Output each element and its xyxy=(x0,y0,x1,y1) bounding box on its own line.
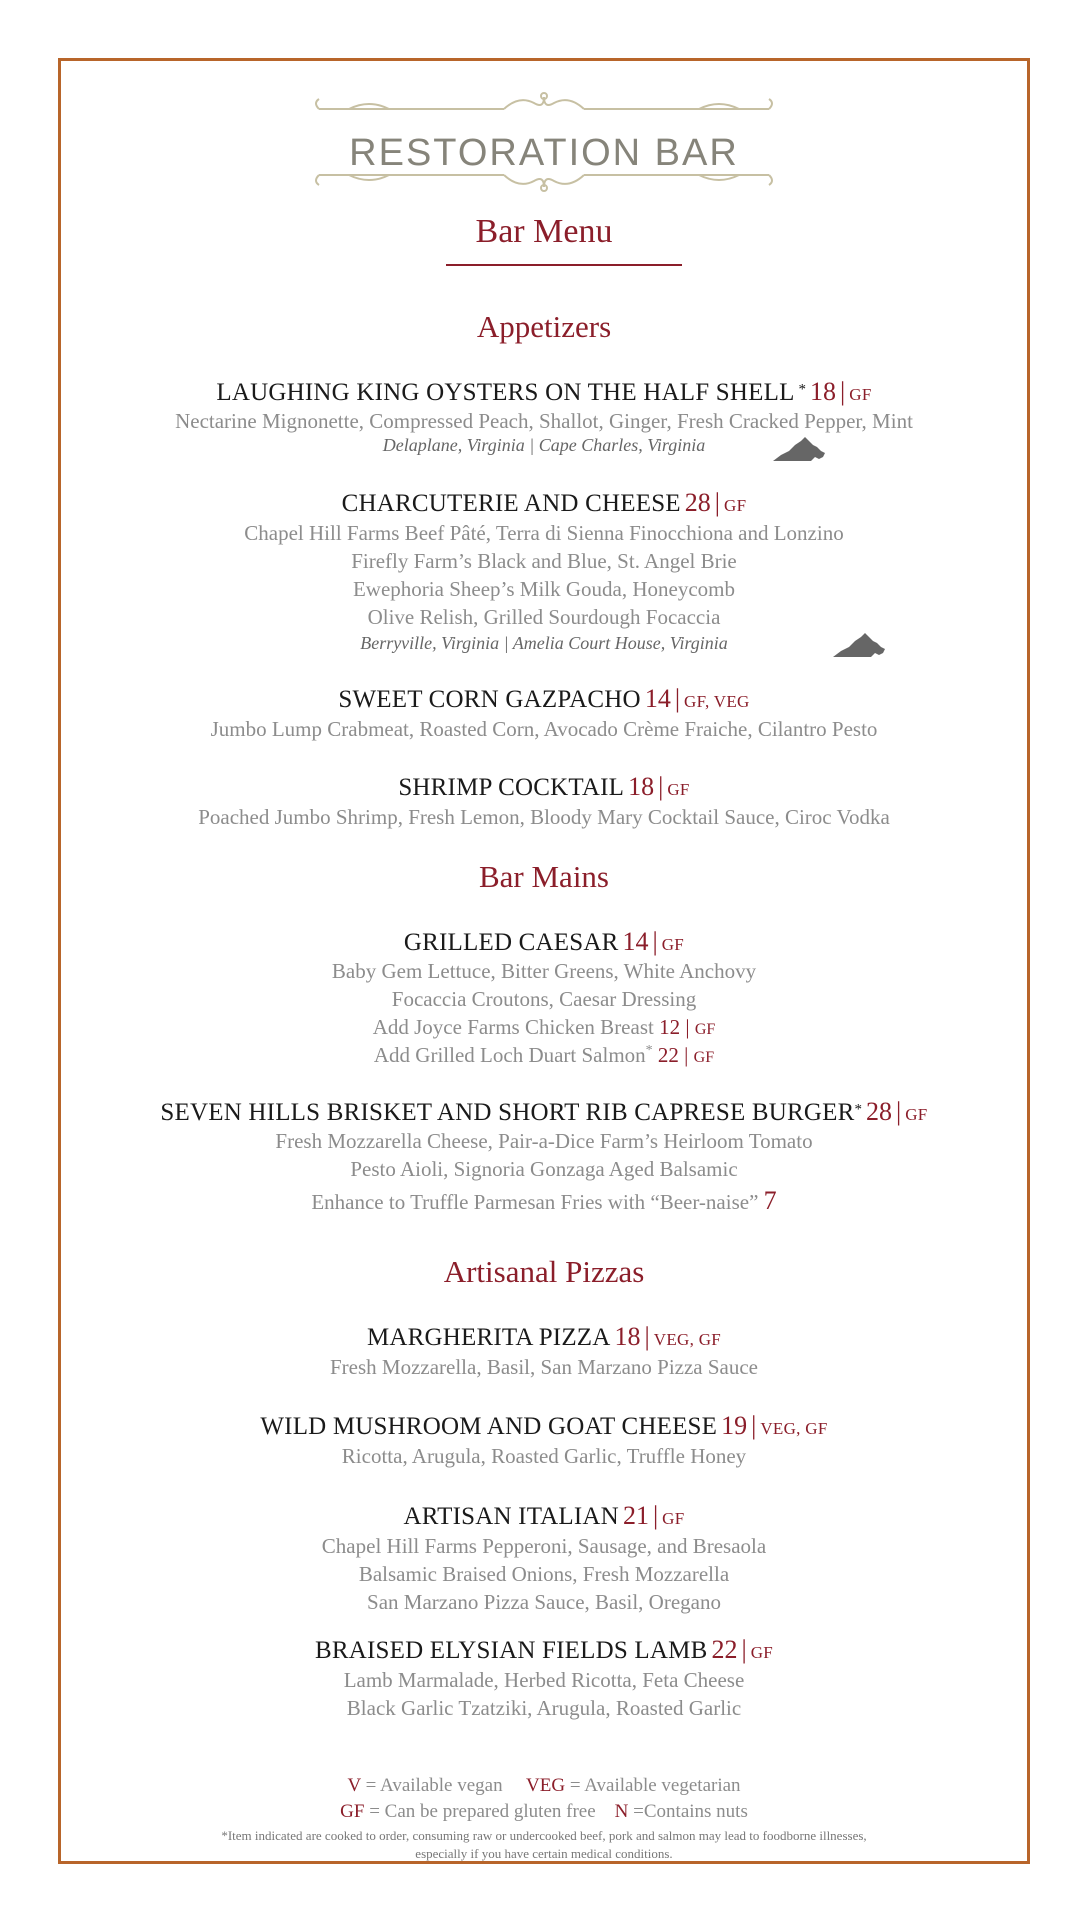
menu-item-lamb xyxy=(61,1635,1027,1665)
item-description: Chapel Hill Farms Beef Pâté, Terra di Sienna Finocchiona and Lonzino xyxy=(244,521,844,545)
item-price: 28 xyxy=(866,1097,892,1126)
dietary-tags: GF, VEG xyxy=(684,692,750,711)
item-description: Lamb Marmalade, Herbed Ricotta, Feta Cheese xyxy=(343,1668,745,1692)
price-separator: | xyxy=(751,1411,757,1440)
item-description: Ricotta, Arugula, Roasted Garlic, Truffle Honey xyxy=(341,1444,747,1468)
menu-item-gazpacho xyxy=(61,684,1027,714)
price-separator: | xyxy=(685,1015,690,1039)
addon-chicken xyxy=(61,1015,1027,1040)
item-description: Poached Jumbo Shrimp, Fresh Lemon, Bloody Mary Cocktail Sauce, Ciroc Vodka xyxy=(198,805,890,829)
item-description: Focaccia Croutons, Caesar Dressing xyxy=(391,987,697,1011)
item-price: 21 xyxy=(622,1501,649,1530)
menu-item-charcuterie xyxy=(61,488,1027,518)
item-name: SWEET CORN GAZPACHO xyxy=(338,686,641,713)
section-title-pizzas: Artisanal Pizzas xyxy=(443,1254,645,1289)
menu-item-caesar xyxy=(61,927,1027,957)
addon-price: 12 xyxy=(659,1015,681,1039)
item-description: Nectarine Mignonette, Compressed Peach, Shallot, Ginger, Fresh Cracked Pepper, Mint xyxy=(175,409,913,433)
dietary-tags: VEG, GF xyxy=(653,1330,722,1349)
item-description: Olive Relish, Grilled Sourdough Focaccia xyxy=(367,605,721,629)
dietary-tags: GF xyxy=(750,1643,774,1662)
menu-item-shrimp xyxy=(61,772,1027,802)
item-price: 22 xyxy=(711,1635,738,1664)
item-name: BRAISED ELYSIAN FIELDS LAMB xyxy=(314,1637,708,1664)
price-separator: | xyxy=(840,377,846,406)
addon-price: 22 xyxy=(657,1043,679,1067)
item-name: LAUGHING KING OYSTERS ON THE HALF SHELL xyxy=(216,379,795,406)
dietary-tags: GF xyxy=(694,1021,716,1038)
price-separator: | xyxy=(674,684,681,713)
enhance-price: 7 xyxy=(763,1186,777,1215)
menu-item-oysters xyxy=(61,377,1027,407)
legend-key-vegetarian: VEG xyxy=(526,1775,566,1796)
addon-label: Add Grilled Loch Duart Salmon xyxy=(373,1043,646,1067)
item-name: ARTISAN ITALIAN xyxy=(403,1503,619,1530)
item-origin: Delaplane, Virginia | Cape Charles, Virginia xyxy=(382,435,706,455)
item-description: Baby Gem Lettuce, Bitter Greens, White Anchovy xyxy=(331,959,757,983)
virginia-icon xyxy=(771,435,827,463)
price-separator: | xyxy=(644,1322,650,1351)
price-separator: | xyxy=(652,1501,659,1530)
item-price: 28 xyxy=(684,488,711,517)
dietary-tags: GF xyxy=(662,1509,685,1528)
item-description: Fresh Mozzarella, Basil, San Marzano Pizza Sauce xyxy=(329,1355,759,1379)
addon-salmon xyxy=(61,1043,1027,1068)
raw-warning-star: * xyxy=(854,1101,862,1118)
enhance-label: Enhance to Truffle Parmesan Fries with “Beer-naise” xyxy=(311,1190,759,1214)
price-separator: | xyxy=(896,1097,902,1126)
item-description: Chapel Hill Farms Pepperoni, Sausage, and Bresaola xyxy=(321,1534,767,1558)
brand-name: RESTORATION BAR xyxy=(349,132,739,174)
menu-title: Bar Menu xyxy=(475,213,613,250)
legend-row-1 xyxy=(61,1775,1027,1797)
item-name: SHRIMP COCKTAIL xyxy=(398,774,625,801)
item-name: SEVEN HILLS BRISKET AND SHORT RIB CAPRESE BURGER xyxy=(160,1099,855,1126)
dietary-tags: GF xyxy=(661,935,685,954)
item-name: GRILLED CAESAR xyxy=(403,929,619,956)
item-price: 18 xyxy=(628,772,655,801)
item-name: CHARCUTERIE AND CHEESE xyxy=(341,490,681,517)
disclaimer-line: especially if you have certain medical conditions. xyxy=(415,1846,673,1861)
item-description: Ewephoria Sheep’s Milk Gouda, Honeycomb xyxy=(352,577,735,601)
price-separator: | xyxy=(684,1043,689,1067)
item-name: MARGHERITA PIZZA xyxy=(366,1324,611,1351)
title-underline xyxy=(446,264,682,266)
item-description: Black Garlic Tzatziki, Arugula, Roasted Garlic xyxy=(346,1696,742,1720)
legend-text-nuts: =Contains nuts xyxy=(633,1801,748,1822)
raw-warning-star: * xyxy=(645,1043,653,1058)
price-separator: | xyxy=(741,1635,747,1664)
item-description: Pesto Aioli, Signoria Gonzaga Aged Balsamic xyxy=(350,1157,738,1181)
item-description: Jumbo Lump Crabmeat, Roasted Corn, Avocado Crème Fraiche, Cilantro Pesto xyxy=(210,717,878,741)
legend-key-vegan: V xyxy=(347,1775,361,1796)
item-price: 18 xyxy=(614,1322,641,1351)
burger-enhance xyxy=(61,1186,1027,1216)
raw-warning-star: * xyxy=(798,381,807,398)
dietary-tags: GF xyxy=(905,1105,928,1124)
price-separator: | xyxy=(658,772,664,801)
item-price: 14 xyxy=(644,684,671,713)
dietary-tags: GF xyxy=(693,1049,715,1066)
section-title-bar-mains: Bar Mains xyxy=(478,859,609,894)
item-price: 14 xyxy=(622,927,649,956)
legend-row-2 xyxy=(61,1801,1027,1823)
section-title-appetizers: Appetizers xyxy=(476,309,612,344)
item-price: 19 xyxy=(721,1411,748,1440)
addon-label: Add Joyce Farms Chicken Breast xyxy=(372,1015,654,1039)
legend-text-vegetarian: = Available vegetarian xyxy=(569,1775,741,1796)
item-description: San Marzano Pizza Sauce, Basil, Oregano xyxy=(367,1590,721,1614)
dietary-tags: GF xyxy=(849,385,872,404)
price-separator: | xyxy=(652,927,658,956)
item-price: 18 xyxy=(810,377,837,406)
dietary-tags: GF xyxy=(724,496,747,515)
item-description: Firefly Farm’s Black and Blue, St. Angel Brie xyxy=(351,549,737,573)
virginia-icon xyxy=(831,631,887,659)
dietary-tags: VEG, GF xyxy=(760,1419,828,1438)
menu-item-margherita xyxy=(61,1322,1027,1352)
legend-key-nuts: N xyxy=(614,1801,629,1822)
item-name: WILD MUSHROOM AND GOAT CHEESE xyxy=(260,1413,718,1440)
item-origin: Berryville, Virginia | Amelia Court House, Virginia xyxy=(360,633,728,653)
dietary-tags: GF xyxy=(667,780,690,799)
item-description: Fresh Mozzarella Cheese, Pair-a-Dice Farm’s Heirloom Tomato xyxy=(275,1129,813,1153)
legend-key-gluten-free: GF xyxy=(340,1801,365,1822)
item-description: Balsamic Braised Onions, Fresh Mozzarella xyxy=(358,1562,730,1586)
legend-text-gluten-free: = Can be prepared gluten free xyxy=(369,1801,596,1822)
menu-item-burger xyxy=(61,1097,1027,1127)
menu-item-mushroom xyxy=(61,1411,1027,1441)
brand-logo xyxy=(61,89,1027,195)
disclaimer-line: *Item indicated are cooked to order, consuming raw or undercooked beef, pork and salmon may lead to foodborne illnesses, xyxy=(221,1828,867,1843)
menu-item-italian xyxy=(61,1501,1027,1531)
legend-text-vegan: = Available vegan xyxy=(365,1775,503,1796)
price-separator: | xyxy=(714,488,720,517)
